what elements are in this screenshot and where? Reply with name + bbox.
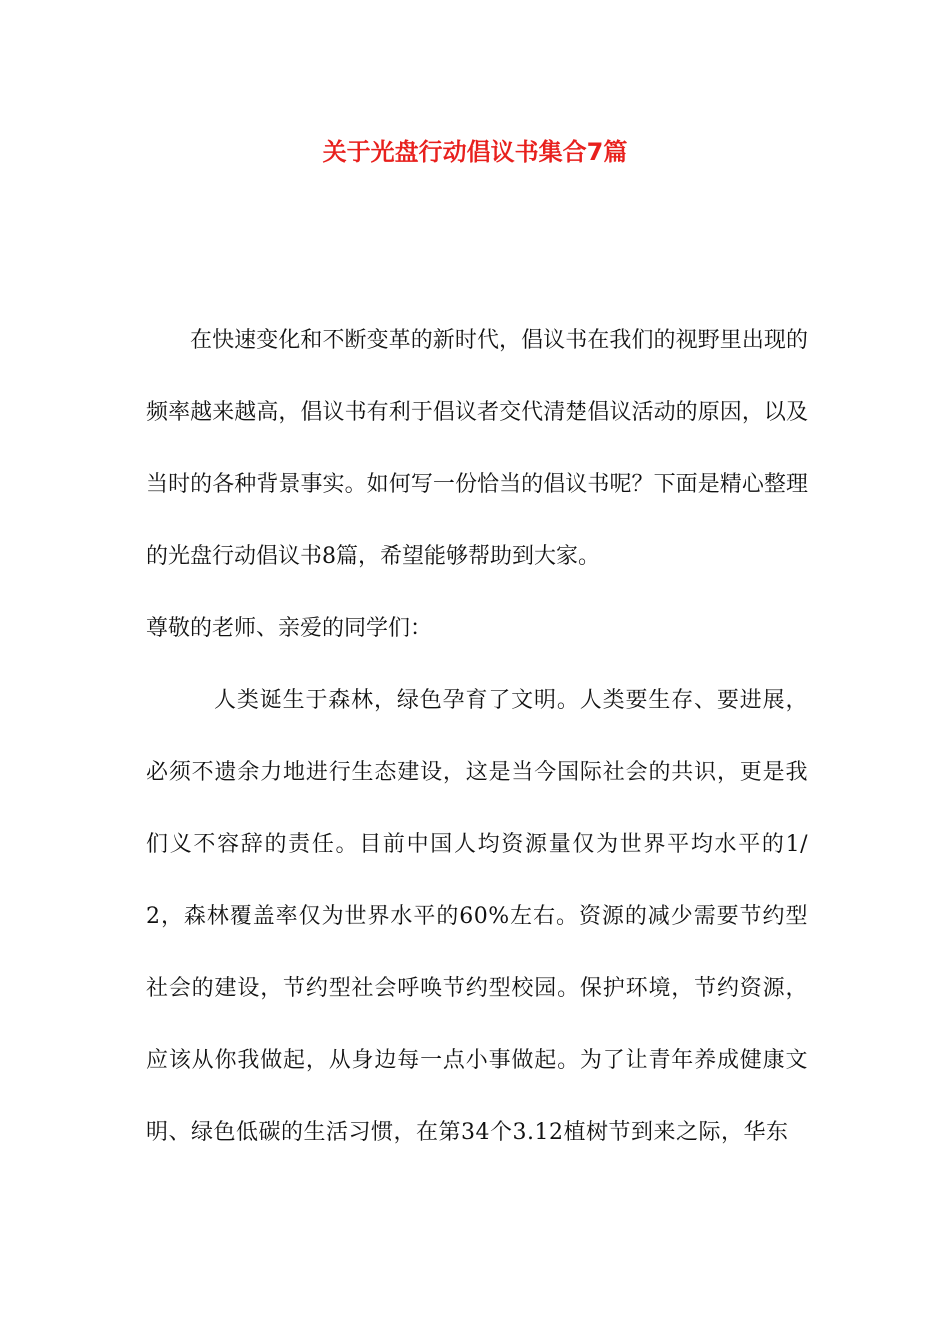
document-title: 关于光盘行动倡议书集合7篇 (322, 138, 628, 166)
intro-paragraph: 在快速变化和不断变革的新时代，倡议书在我们的视野里出现的频率越来越高，倡议书有利于倡议者交代清楚倡议活动的原因，以及当时的各种背景事实。如何写一份恰当的倡议书呢？下面是精心整理的光盘行动倡议书8篇，希望能够帮助到大家。 (146, 328, 808, 569)
body-paragraph: 人类诞生于森林，绿色孕育了文明。人类要生存、要进展，必须不遗余力地进行生态建设，这是当今国际社会的共识，更是我们义不容辞的责任。目前中国人均资源量仅为世界平均水平的1/2，森林覆盖率仅为世界水平的60%左右。资源的减少需要节约型社会的建设，节约型社会呼唤节约型校园。保护环境，节约资源，应该从你我做起，从身边每一点小事做起。为了让青年养成健康文明、绿色低碳的生活习惯，在第34个3.12植树节到来之际，华东 (146, 688, 808, 1145)
salutation: 尊敬的老师、亲爱的同学们： (146, 616, 433, 641)
